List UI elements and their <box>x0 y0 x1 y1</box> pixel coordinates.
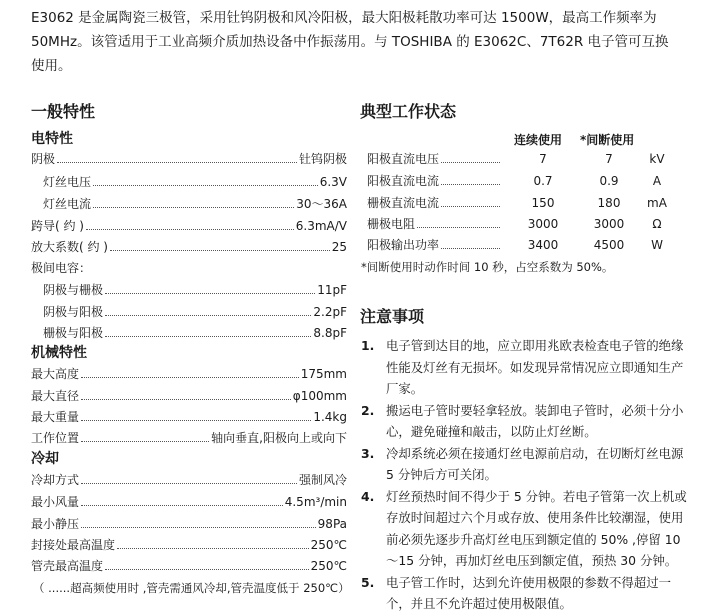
cell-continuous: 3000 <box>527 217 559 231</box>
cooling-note: （ ......超高频使用时 ,管壳需通风冷却,管壳温度低于 250℃） <box>33 581 350 595</box>
spec-label: 极间电容： <box>31 261 92 275</box>
leader-dots <box>81 377 299 378</box>
item-number: 1. <box>361 338 375 353</box>
spec-row-seal-max-temp <box>31 535 347 555</box>
spec-label: 跨导( 约 ) <box>31 219 84 233</box>
leader-dots <box>105 569 309 570</box>
cell-intermittent: 7 <box>605 152 613 166</box>
col-header-continuous: 连续使用 <box>514 133 563 147</box>
spec-row-shell-max-temp <box>31 556 347 576</box>
spec-row-cap-grid-anode <box>43 323 347 343</box>
spec-label: 工作位置 <box>31 431 80 445</box>
item-text: 搬运电子管时要轻拿轻放。装卸电子管时，必须十分小心，避免碰撞和敲击，以防止灯丝断。 <box>386 402 684 439</box>
spec-value: 98Pa <box>317 517 347 531</box>
typical-operation-heading: 典型工作状态 <box>360 102 457 121</box>
leader-dots <box>105 293 315 294</box>
cell-continuous: 3400 <box>527 238 559 252</box>
electrical-heading: 电特性 <box>31 131 73 147</box>
spec-label: 灯丝电压 <box>43 175 92 189</box>
spec-value: 250℃ <box>310 538 347 552</box>
leader-dots <box>81 420 311 421</box>
leader-dots <box>81 483 297 484</box>
list-item <box>361 572 691 615</box>
list-item <box>361 335 691 400</box>
list-item <box>361 400 691 443</box>
cell-intermittent: 4500 <box>593 238 625 252</box>
spec-value: 强制风冷 <box>298 473 347 487</box>
spec-row-transconductance <box>31 216 347 236</box>
spec-value: 6.3mA/V <box>295 219 347 233</box>
row-label-text: 栅极电阻 <box>367 217 416 231</box>
leader-dots <box>441 248 500 249</box>
spec-row-amplification <box>31 237 347 257</box>
spec-label: 最大高度 <box>31 367 80 381</box>
spec-row-cap-cathode-grid <box>43 280 347 300</box>
spec-value: 4.5m³/min <box>284 495 347 509</box>
leader-dots <box>110 250 330 251</box>
spec-row-filament-voltage <box>43 172 347 192</box>
leader-dots <box>117 548 309 549</box>
cell-unit: Ω <box>652 217 662 231</box>
spec-row-max-weight <box>31 407 347 427</box>
spec-label: 最小静压 <box>31 517 80 531</box>
spec-label: 最小风量 <box>31 495 80 509</box>
cell-unit: A <box>652 174 662 188</box>
spec-row-min-static-pressure <box>31 514 347 534</box>
precautions-list <box>361 335 691 615</box>
spec-value: 30～36A <box>296 197 347 211</box>
col-header-intermittent: *间断使用 <box>580 133 635 147</box>
leader-dots <box>105 315 311 316</box>
spec-row-cap-cathode-anode <box>43 302 347 322</box>
row-label-text: 阳极输出功率 <box>367 238 440 252</box>
item-text: 灯丝预热时间不得少于 5 分钟。若电子管第一次上机或存放时间超过六个月或存放、使用条件比较潮湿，使用前必须先逐步升高灯丝电压到额定值的 50% ,停留 10～15 分钟，再加灯丝电压到额定值，预热 30 分钟。 <box>386 488 687 568</box>
capacitance-label <box>31 258 231 278</box>
cell-intermittent: 0.9 <box>599 174 619 188</box>
spec-label: 冷却方式 <box>31 473 80 487</box>
row-label <box>367 235 502 255</box>
item-text: 冷却系统必须在接通灯丝电源前启动，在切断灯丝电源 5 分钟后方可关闭。 <box>386 445 684 482</box>
spec-value: 轴向垂直,阳极向上或向下 <box>211 431 347 445</box>
spec-label: 栅极与阳极 <box>43 326 104 340</box>
spec-label: 灯丝电流 <box>43 197 92 211</box>
cell-continuous: 0.7 <box>533 174 553 188</box>
spec-label: 阴极 <box>31 152 56 166</box>
cell-intermittent: 3000 <box>593 217 625 231</box>
leader-dots <box>441 206 500 207</box>
cell-unit: mA <box>647 196 667 210</box>
leader-dots <box>81 399 291 400</box>
row-label-text: 阳极直流电流 <box>367 174 440 188</box>
spec-value: 8.8pF <box>313 326 347 340</box>
spec-value: 11pF <box>317 283 347 297</box>
general-characteristics-heading: 一般特性 <box>31 102 96 121</box>
spec-value: 1.4kg <box>313 410 347 424</box>
leader-dots <box>93 185 318 186</box>
leader-dots <box>86 229 294 230</box>
list-item <box>361 486 691 572</box>
intro-paragraph: E3062 是金属陶瓷三极管，采用钍钨阴极和风冷阳极，最大阳极耗散功率可达 1500W，最高工作频率为 50MHz。该管适用于工业高频介质加热设备中作振荡用。与 TOSHIBA 的 E3062C、7T62R 电子管可互换使用。 <box>31 10 669 74</box>
leader-dots <box>81 527 316 528</box>
spec-row-max-diameter <box>31 386 347 406</box>
spec-label: 阴极与阳极 <box>43 305 104 319</box>
leader-dots <box>417 227 500 228</box>
spec-label: 封接处最高温度 <box>31 538 116 552</box>
leader-dots <box>93 207 294 208</box>
row-label <box>367 214 502 234</box>
spec-value: 2.2pF <box>313 305 347 319</box>
intermittent-footnote: *间断使用时动作时间 10 秒，占空系数为 50%。 <box>361 260 614 274</box>
spec-label: 管壳最高温度 <box>31 559 104 573</box>
row-label-text: 栅极直流电流 <box>367 196 440 210</box>
spec-value: φ100mm <box>292 389 347 403</box>
item-number: 3. <box>361 445 375 461</box>
spec-value: 175mm <box>300 367 347 381</box>
spec-label: 最大重量 <box>31 410 80 424</box>
list-item <box>361 443 691 486</box>
spec-label: 阴极与栅极 <box>43 283 104 297</box>
leader-dots <box>57 162 297 163</box>
item-number: 5. <box>361 574 375 590</box>
cell-continuous: 150 <box>531 196 555 210</box>
leader-dots <box>441 162 500 163</box>
cell-continuous: 7 <box>539 152 547 166</box>
leader-dots <box>81 441 209 442</box>
cooling-heading: 冷却 <box>31 451 59 467</box>
spec-value: 25 <box>331 240 347 254</box>
cell-unit: kV <box>649 152 665 166</box>
spec-row-max-height <box>31 364 347 384</box>
spec-row-cathode <box>31 149 347 169</box>
spec-row-min-airflow <box>31 492 347 512</box>
spec-row-filament-current <box>43 194 347 214</box>
spec-row-position <box>31 428 347 448</box>
item-number: 4. <box>361 488 375 504</box>
spec-label: 放大系数( 约 ) <box>31 240 108 254</box>
row-label <box>367 171 502 191</box>
precautions-heading: 注意事项 <box>360 307 425 326</box>
row-label-text: 阳极直流电压 <box>367 152 440 166</box>
item-number: 2. <box>361 402 375 418</box>
spec-value: 250℃ <box>310 559 347 573</box>
cell-unit: W <box>651 238 663 252</box>
leader-dots <box>105 336 311 337</box>
leader-dots <box>441 184 500 185</box>
spec-value: 钍钨阴极 <box>298 152 347 166</box>
mechanical-heading: 机械特性 <box>31 345 87 361</box>
spec-row-cooling-method <box>31 470 347 490</box>
spec-label: 最大直径 <box>31 389 80 403</box>
spec-value: 6.3V <box>319 175 347 189</box>
item-text: 电子管到达目的地，应立即用兆欧表检查电子管的绝缘性能及灯丝有无损坏。如发现异常情况应立即通知生产厂家。 <box>386 338 684 396</box>
row-label <box>367 149 502 169</box>
item-text: 电子管工作时，达到允许使用极限的参数不得超过一个，并且不允许超过使用极限值。 <box>386 574 671 611</box>
cell-intermittent: 180 <box>597 196 621 210</box>
row-label <box>367 193 502 213</box>
leader-dots <box>81 505 283 506</box>
